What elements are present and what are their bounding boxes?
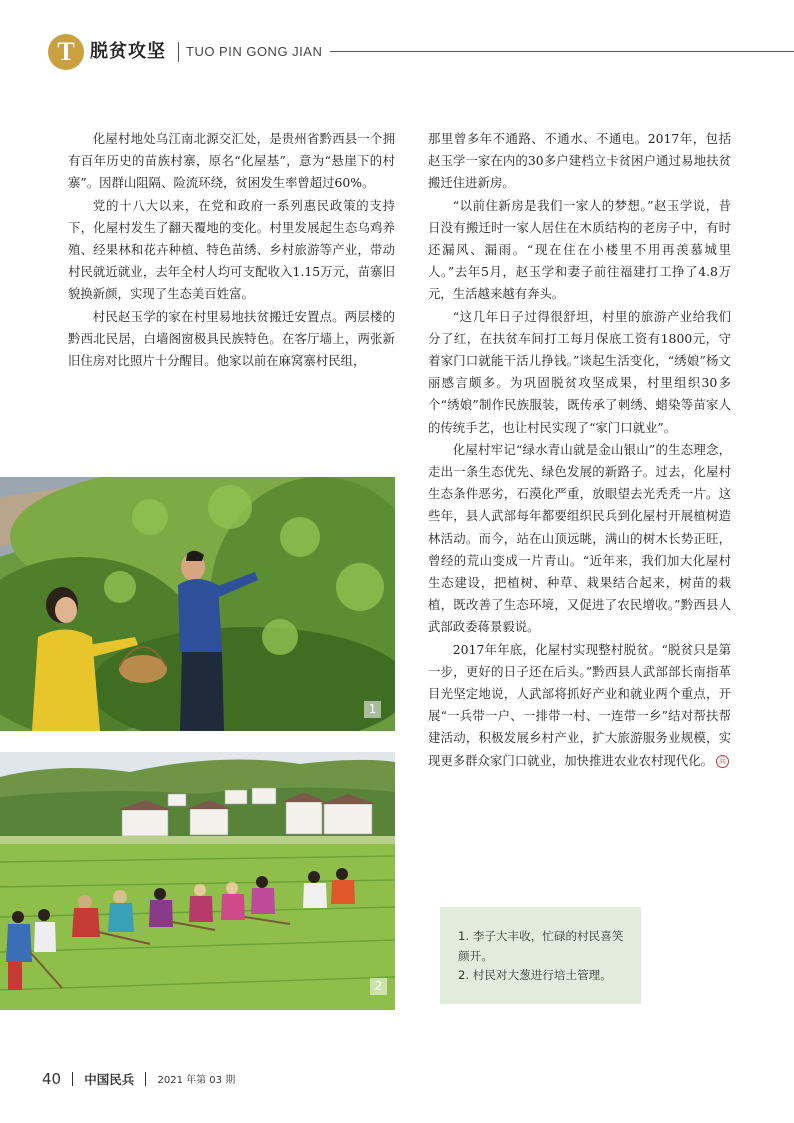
photo-harvest-plums (0, 477, 395, 731)
paragraph-continuation: 那里曾多年不通路、不通水、不通电。2017年，包括赵玉学一家在内的30多户建档立卡贫困户通过易地扶贫搬迁住进新房。 (428, 131, 731, 191)
issue-label: 2021 年第 03 期 (157, 1075, 236, 1086)
paragraph: “这几年日子过得很舒坦，村里的旅游产业给我们分了红，在扶贫车间打工每月保底工资有1800元，守着家门口就能干活儿挣钱。”谈起生活变化，“绣娘”杨文丽感言颇多。为巩固脱贫攻坚成果，村里组织30多个“绣娘”制作民族服装，既传承了刺绣、蜡染等苗家人的传统手艺，也让村民实现了“家门口就业”。 (428, 308, 731, 435)
header-divider (178, 42, 179, 62)
right-column (428, 128, 731, 772)
header-rule (330, 51, 794, 52)
paragraph: 化屋村地处乌江南北源交汇处，是贵州省黔西县一个拥有百年历史的苗族村寨，原名“化屋基”，意为“悬崖下的村寨”。因群山阻隔、险流环绕，贫困发生率曾超过60%。 (68, 131, 395, 191)
page-number: 40 (42, 1069, 62, 1088)
left-column (68, 128, 395, 372)
paragraph: “以前住新房是我们一家人的梦想。”赵玉学说，昔日没有搬迁时一家人居住在木质结构的老房子中，有时还漏风、漏雨。“现在住在小楼里不用再羡慕城里人。”去年5月，赵玉学和妻子前往福建打工挣了4.8万元，生活越来越有奔头。 (428, 197, 731, 302)
page-header (48, 34, 794, 70)
footer-divider (72, 1072, 73, 1086)
page-footer (42, 1068, 235, 1088)
footer-divider (145, 1072, 146, 1086)
magazine-name: 中国民兵 (84, 1071, 135, 1087)
section-title: 脱贫攻坚 (90, 41, 166, 62)
paragraph: 村民赵玉学的家在村里易地扶贫搬迁安置点。两层楼的黔西北民居，白墙阁窗极具民族特色。在客厅墙上，两张新旧住房对比照片十分醒目。他家以前在麻窝寨村民组， (68, 308, 395, 369)
photo-number: 1 (364, 701, 381, 718)
paragraph: 党的十八大以来，在党和政府一系列惠民政策的支持下，化屋村发生了翻天覆地的变化。村里发展起生态乌鸡养殖、经果林和花卉种植、特色苗绣、乡村旅游等产业，带动村民就近就业，去年全村人均可支配收入1.15万元，苗寨旧貌换新颜，实现了生态美百姓富。 (68, 197, 395, 302)
paragraph-last-text: 2017年年底，化屋村实现整村脱贫。“脱贫只是第一步，更好的日子还在后头。”黔西县人武部部长南指革目光坚定地说，人武部将抓好产业和就业两个重点，开展“一兵带一户、一排带一村、一连带一乡”结对帮扶帮建活动，积极发展乡村产业，扩大旅游服务业规模，实现更多群众家门口就业，加快推进农业农村现代化。 (428, 641, 731, 768)
paragraph-last (428, 639, 731, 772)
photo-field-villagers-illustration (0, 752, 395, 1010)
photo-caption-box (440, 907, 641, 1004)
photo-harvest-plums-illustration (0, 477, 395, 731)
section-badge: T (48, 34, 84, 70)
paragraph: 化屋村牢记“绿水青山就是金山银山”的生态理念，走出一条生态优先、绿色发展的新路子。过去，化屋村生态条件恶劣，石漠化严重，放眼望去光秃秃一片。这些年，县人武部每年都要组织民兵到化屋村开展植树造林活动。而今，站在山顶远眺，满山的树木长势正旺，曾经的荒山变成一片青山。“近年来，我们加大化屋村生态建设，把植树、种草、栽果结合起来，树苗的栽植，既改善了生态环境，又促进了农民增收。”黔西县人武部政委蒋景毅说。 (428, 441, 731, 635)
caption-2: 2. 村民对大葱进行培土管理。 (458, 968, 612, 982)
caption-1: 1. 李子大丰收，忙碌的村民喜笑颜开。 (458, 929, 624, 963)
article-end-icon: 兵 (716, 755, 729, 768)
photo-field-villagers (0, 752, 395, 1010)
section-pinyin: TUO PIN GONG JIAN (186, 44, 323, 59)
photo-number: 2 (370, 978, 387, 995)
